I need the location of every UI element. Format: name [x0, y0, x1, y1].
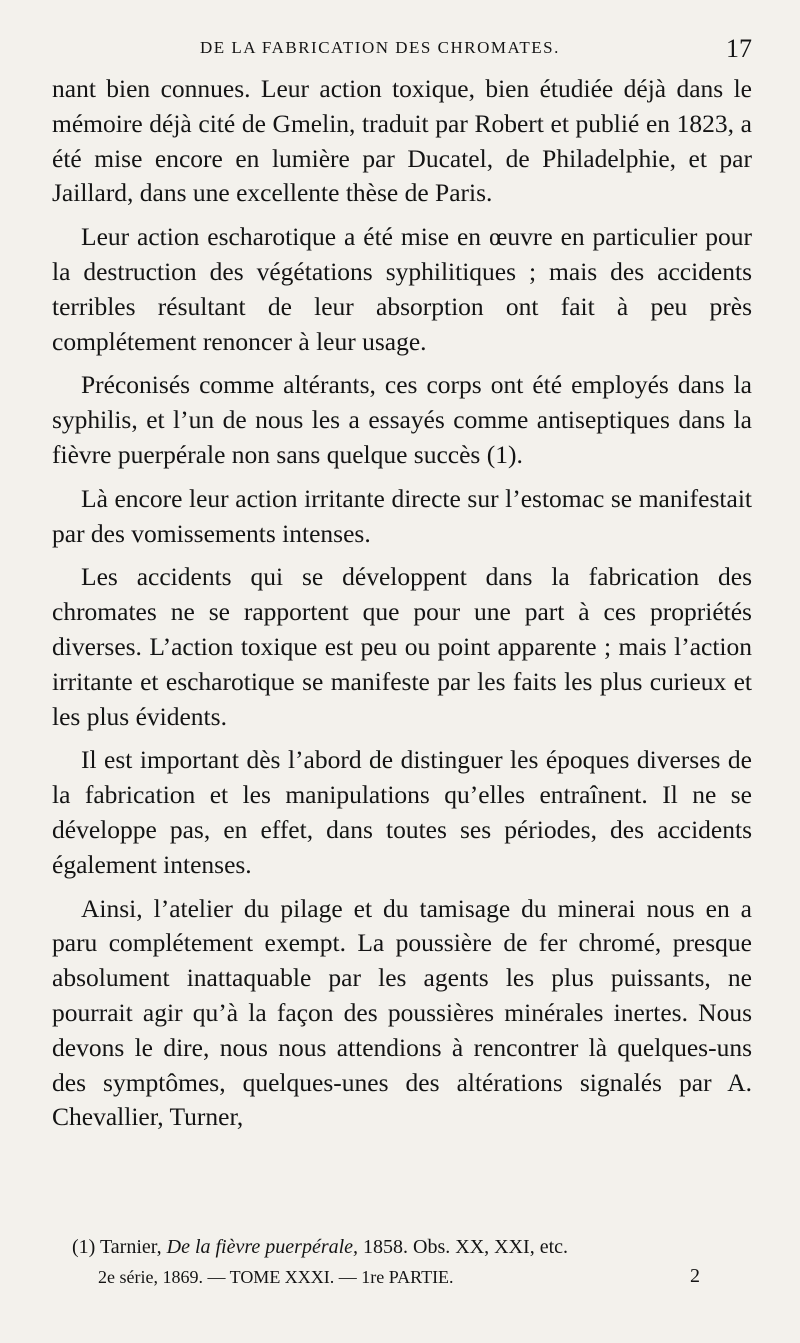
paragraph: Ainsi, l’atelier du pilage et du tamisage du minerai nous en a paru complétement exempt. La poussière de fer chromé, presque absolument inattaquable par les agents les plus puissants, ne pourrait agir qu’à la façon des poussières minérales inertes. Nous devons le dire, nous nous attendions à rencontrer là quelques-uns des symptômes, quelques-unes des altérations signalés par A. Chevallier, Turner,: [52, 893, 752, 1132]
footnote-author: Tarnier,: [99, 1236, 162, 1258]
sheet-number: 2: [690, 1265, 700, 1287]
paragraph: Les accidents qui se développent dans la fabrication des chromates ne se rapportent que pour une part à ces propriétés diverses. L’action toxique est peu ou point apparente ; mais l’action irritante et escharotique se manifeste par les faits les plus curieux et les plus évidents.: [52, 562, 752, 731]
footnote-rest: 1858. Obs. XX, XXI, etc.: [363, 1236, 569, 1258]
footnote-marker: (1): [72, 1236, 96, 1258]
body-text: [52, 72, 752, 1144]
paragraph: Là encore leur action irritante directe sur l’estomac se manifestait par des vomissements intenses.: [52, 483, 752, 548]
paragraph: Il est important dès l’abord de distinguer les époques diverses de la fabrication et les manipulations qu’elles entraînent. Il ne se développe pas, en effet, dans toutes ses périodes, des accidents également intenses.: [52, 745, 752, 879]
paragraph: Leur action escharotique a été mise en œuvre en particulier pour la destruction des végétations syphilitiques ; mais des accidents terribles résultant de leur absorption ont fait à peu près complétement renoncer à leur usage.: [52, 222, 752, 356]
series-line: 2e série, 1869. — TOME XXXI. — 1re PARTIE.: [98, 1267, 454, 1287]
page-number: 17: [726, 34, 752, 63]
paragraph: nant bien connues. Leur action toxique, bien étudiée déjà dans le mémoire déjà cité de Gmelin, traduit par Robert et publié en 1823, a été mise encore en lumière par Ducatel, de Philadelphie, et par Jaillard, dans une excellente thèse de Paris.: [52, 74, 752, 208]
running-title: DE LA FABRICATION DES CHROMATES.: [200, 38, 560, 57]
footnote: [72, 1236, 568, 1259]
footnote-title: De la fièvre puerpérale,: [166, 1236, 359, 1258]
paragraph: Préconisés comme altérants, ces corps ont été employés dans la syphilis, et l’un de nous les a essayés comme antiseptiques dans la fièvre puerpérale non sans quelque succès (1).: [52, 370, 752, 469]
printer-signature: [98, 1267, 718, 1288]
